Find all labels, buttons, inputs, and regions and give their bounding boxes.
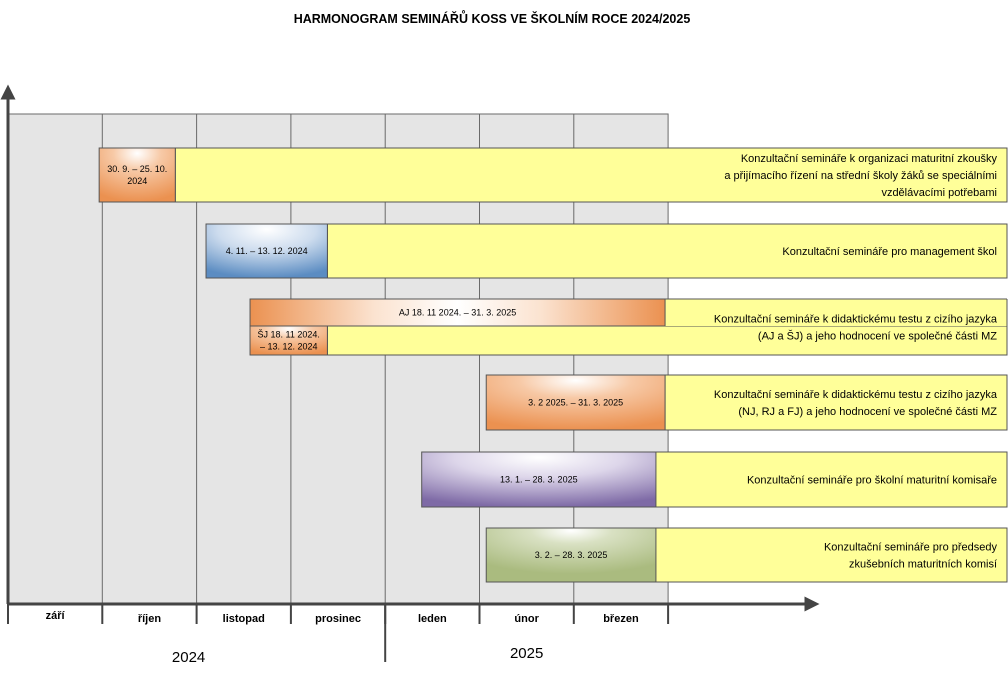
bar-date-label: ŠJ 18. 11 2024. (257, 329, 320, 340)
seminar-description: a přijímacího řízení na střední školy žáků se speciálními (724, 170, 997, 182)
chart-title: HARMONOGRAM SEMINÁŘŮ KOSS VE ŠKOLNÍM ROCE 2024/2025 (293, 12, 691, 26)
gantt-bar (99, 148, 175, 202)
bar-date-label: 3. 2 2025. – 31. 3. 2025 (528, 397, 624, 408)
month-label: listopad (222, 613, 265, 625)
month-label: prosinec (315, 613, 361, 625)
month-label: únor (514, 613, 539, 625)
seminar-row (250, 299, 1007, 355)
seminar-description: (AJ a ŠJ) a jeho hodnocení ve společné části MZ (757, 330, 997, 343)
year-labels (172, 645, 543, 666)
bar-date-label: 3. 2. – 28. 3. 2025 (534, 550, 608, 560)
bar-date-label: 13. 1. – 28. 3. 2025 (500, 474, 578, 485)
description-box (652, 528, 1007, 582)
month-label: říjen (137, 613, 162, 625)
bar-date-label: 4. 11. – 13. 12. 2024 (225, 246, 308, 256)
description-box (665, 375, 1007, 430)
seminar-row (206, 224, 1007, 278)
seminar-row (486, 528, 1007, 582)
bar-date-label: 30. 9. – 25. 10. (107, 164, 168, 174)
seminar-description: Konzultační semináře pro management škol (782, 246, 997, 258)
seminar-description: Konzultační semináře k didaktickému testu z cizího jazyka (713, 389, 997, 401)
seminar-description: Konzultační semináře k organizaci maturitní zkoušky (740, 153, 997, 165)
seminar-description: (NJ, RJ a FJ) a jeho hodnocení ve společné části MZ (738, 406, 997, 418)
seminar-description: vzdělávacími potřebami (881, 187, 997, 199)
month-label: březen (603, 613, 639, 625)
month-label: leden (417, 613, 447, 625)
bar-date-label: 2024 (127, 176, 148, 186)
seminar-description: zkušebních maturitních komisí (849, 558, 997, 571)
bar-date-label: – 13. 12. 2024 (259, 341, 318, 352)
seminar-row (99, 148, 1007, 202)
seminar-description: Konzultační semináře pro školní maturitní komisaře (746, 474, 997, 487)
year-label: 2024 (171, 649, 206, 666)
seminar-description: Konzultační semináře k didaktickému testu z cizího jazyka (713, 313, 997, 326)
bar-date-label: AJ 18. 11 2024. – 31. 3. 2025 (398, 307, 517, 318)
year-label: 2025 (509, 645, 544, 662)
month-labels (46, 610, 639, 625)
seminar-row (422, 452, 1007, 507)
month-label: září (45, 610, 65, 622)
seminar-row (486, 375, 1007, 430)
seminar-description: Konzultační semináře pro předsedy (823, 541, 997, 554)
